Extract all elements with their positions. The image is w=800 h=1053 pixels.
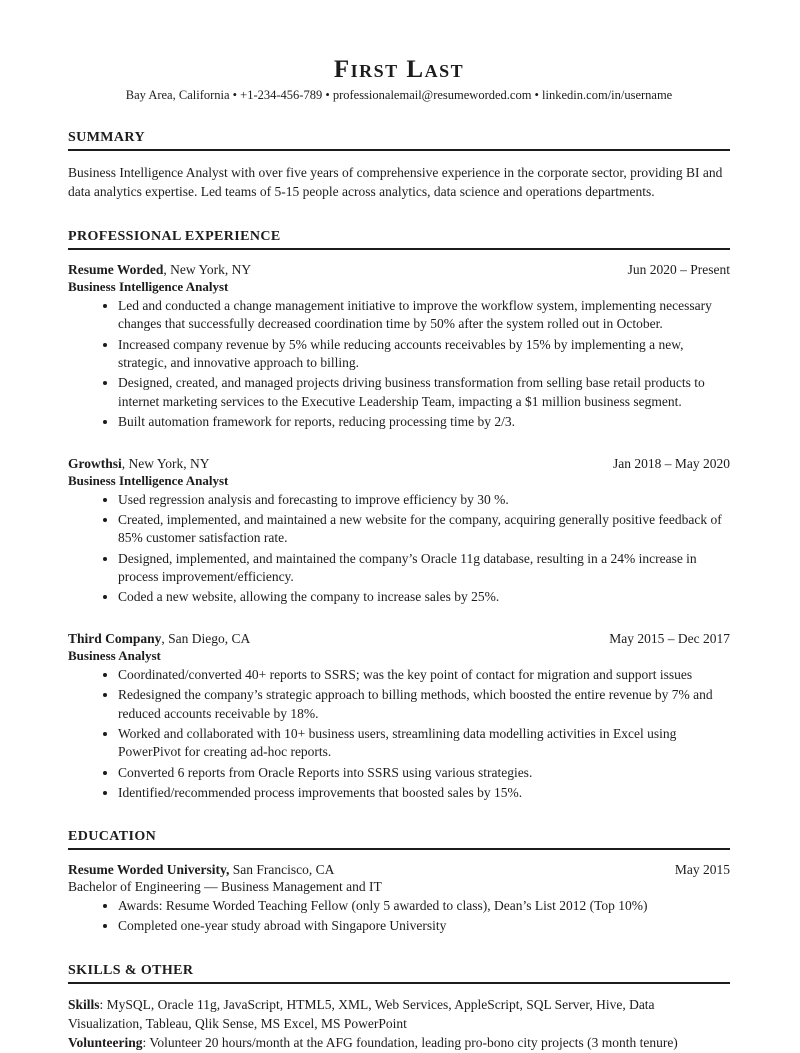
person-name: First Last: [333, 56, 465, 83]
degree: Bachelor of Engineering — Business Management and IT: [68, 879, 382, 895]
job-bullet: • Coded a new website, allowing the company to increase sales by 25%.: [118, 588, 730, 607]
job-entry: [68, 456, 730, 607]
job-bullet: • Increased company revenue by 5% while reducing accounts receivables by 15% by implementing a new, strategic, and innovative approach to billing.: [118, 336, 730, 373]
job-bullet: • Coordinated/converted 40+ reports to SSRS; was the key point of contact for migration and support issues: [118, 666, 730, 685]
skills-label: Skills: [68, 997, 100, 1013]
section-education: [68, 829, 730, 936]
job-bullet-list: [68, 491, 730, 607]
job-company-location: [68, 631, 250, 647]
job-bullet: • Built automation framework for reports, reducing processing time by 2/3.: [118, 413, 730, 432]
job-bullet: • Used regression analysis and forecasting to improve efficiency by 30 %.: [118, 491, 730, 510]
company-location: , New York, NY: [163, 261, 252, 277]
skills-text: : MySQL, Oracle 11g, JavaScript, HTML5, XML, Web Services, AppleScript, SQL Server, Hive, Data Visualization, Tableau, Qlik Sense, MS Excel, MS PowerPoint: [68, 997, 655, 1031]
school-name-location: [68, 862, 334, 878]
summary-section-title: SUMMARY: [68, 130, 730, 151]
job-dates: May 2015 – Dec 2017: [609, 630, 730, 646]
job-entry: [68, 631, 730, 802]
section-skills: [68, 963, 730, 1053]
company-name: Resume Worded: [68, 261, 164, 277]
volunteering-text: : Volunteer 20 hours/month at the AFG foundation, leading pro-bono city projects (3 month tenure): [142, 1034, 678, 1050]
job-company-location: [68, 262, 251, 278]
education-bullet-list: [68, 897, 730, 936]
job-header: [68, 456, 730, 472]
company-location: , San Diego, CA: [161, 630, 251, 646]
section-experience: [68, 229, 730, 803]
summary-text: Business Intelligence Analyst with over five years of comprehensive experience in the corporate sector, providing BI and data analytics expertise. Led teams of 5-15 people across analytics, data science and operations departments.: [68, 165, 723, 199]
company-name: Third Company: [68, 630, 162, 646]
job-bullet: • Converted 6 reports from Oracle Reports into SSRS using various strategies.: [118, 764, 730, 783]
job-bullet: • Designed, created, and managed projects driving business transformation from selling base retail products to internet marketing services to the Executive Leadership Team, impacting a $1 million business segment.: [118, 374, 730, 411]
volunteering-line: [68, 1034, 730, 1053]
job-bullet: • Worked and collaborated with 10+ business users, streamlining data modelling activities in Excel using PowerPivot for creating ad-hoc reports.: [118, 725, 730, 762]
experience-section-title: PROFESSIONAL EXPERIENCE: [68, 229, 730, 250]
education-bullet: • Awards: Resume Worded Teaching Fellow (only 5 awarded to class), Dean’s List 2012 (Top 10%): [118, 897, 730, 916]
skills-line: [68, 996, 730, 1034]
job-entry: [68, 262, 730, 432]
company-name: Growthsi: [68, 455, 122, 471]
section-summary: [68, 130, 730, 202]
job-role: Business Analyst: [68, 647, 161, 663]
job-role: Business Intelligence Analyst: [68, 472, 229, 488]
job-dates: Jun 2020 – Present: [627, 261, 730, 277]
job-bullet-list: [68, 666, 730, 802]
job-bullet: • Designed, implemented, and maintained the company’s Oracle 11g database, resulting in a 24% increase in process improvement/efficiency.: [118, 550, 730, 587]
job-bullet: • Created, implemented, and maintained a new website for the company, acquiring generally positive feedback of 85% customer satisfaction rate.: [118, 511, 730, 548]
education-dates: May 2015: [674, 862, 730, 878]
job-bullet: • Identified/recommended process improvements that boosted sales by 15%.: [118, 784, 730, 803]
job-dates: Jan 2018 – May 2020: [613, 455, 730, 471]
job-header: [68, 631, 730, 647]
job-header: [68, 262, 730, 278]
school-location: San Francisco, CA: [229, 862, 335, 878]
school-name: Resume Worded University,: [68, 862, 230, 878]
volunteering-label: Volunteering: [68, 1034, 143, 1050]
education-header: [68, 862, 730, 878]
education-bullet: • Completed one-year study abroad with Singapore University: [118, 917, 730, 936]
job-bullet: • Led and conducted a change management initiative to improve the workflow system, implementing necessary changes that successfully decreased coordination time by 50% after the system rolled out in October.: [118, 297, 730, 334]
job-company-location: [68, 456, 210, 472]
contact-line: Bay Area, California • +1-234-456-789 • professionalemail@resumeworded.com • linkedin.com/in/username: [125, 88, 673, 102]
education-section-title: EDUCATION: [68, 829, 730, 850]
skills-section-title: SKILLS & OTHER: [68, 963, 730, 984]
job-bullet-list: [68, 297, 730, 432]
job-role: Business Intelligence Analyst: [68, 278, 229, 294]
education-entry: [68, 862, 730, 936]
company-location: , New York, NY: [121, 455, 210, 471]
job-bullet: • Redesigned the company’s strategic approach to billing methods, which boosted the entire revenue by 7% and reduced accounts receivable by 18%.: [118, 686, 730, 723]
